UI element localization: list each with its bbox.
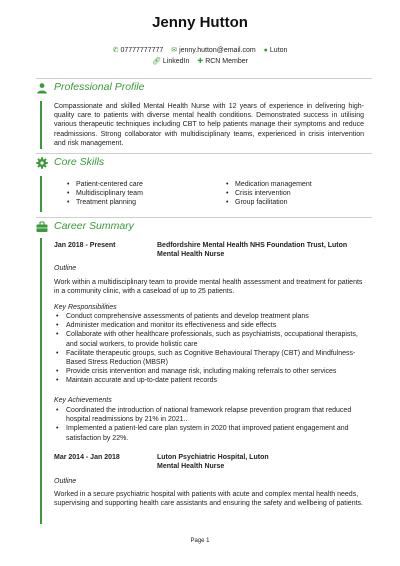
- job-dates: Mar 2014 - Jan 2018: [54, 454, 120, 461]
- outline-label: Outline: [54, 478, 77, 485]
- skills-list-right: [226, 180, 366, 208]
- responsibility-item: • Provide crisis intervention and manage risk, including making referrals to other services: [54, 367, 368, 376]
- section-title-skills: Core Skills: [54, 156, 105, 168]
- job-employer: Luton Psychiatric Hospital, Luton: [157, 454, 269, 461]
- achievement-item: • Coordinated the introduction of national framework relapse prevention program that reduced hospital readmissions by 21% in 2021..: [54, 406, 368, 424]
- location-contact: [264, 47, 288, 54]
- section-divider: [36, 78, 372, 79]
- job-employer-block: [157, 453, 372, 471]
- responsibility-item: • Conduct comprehensive assessments of patients and develop treatment plans: [54, 312, 368, 321]
- skill-item: • Medication management: [226, 180, 366, 189]
- candidate-name: Jenny Hutton: [152, 14, 248, 31]
- section-divider: [36, 217, 372, 218]
- section-title-profile: Professional Profile: [54, 81, 145, 93]
- email-contact[interactable]: [171, 46, 256, 54]
- job-role: Mental Health Nurse: [157, 251, 225, 259]
- section-accent-bar: [40, 238, 42, 524]
- responsibility-item: • Maintain accurate and up-to-date patient records: [54, 376, 368, 385]
- responsibilities-list: [54, 312, 368, 386]
- person-icon: [36, 82, 48, 94]
- responsibility-item: • Administer medication and monitor its effectiveness and side effects: [54, 321, 368, 330]
- profile-text: Compassionate and skilled Mental Health Nurse with 12 years of experience in delivering high-quality care to patients with diverse mental health conditions. Demonstrated success in utilising various therapeutic techniques including CBT to help patients manage their symptoms and reduce readmissions. Strong collaborator with multidisciplinary teams, experienced in crisis intervention and risk management.: [54, 103, 364, 147]
- gear-icon: [36, 157, 48, 169]
- skill-item: • Multidisciplinary team: [67, 189, 207, 198]
- responsibility-item: • Collaborate with other healthcare professionals, such as psychiatrists, occupational therapists, and social workers, to provide holistic care: [54, 330, 368, 348]
- job-employer: Bedfordshire Mental Health NHS Foundation Trust, Luton: [157, 242, 348, 249]
- email-text[interactable]: jenny.hutton@email.com: [179, 47, 256, 54]
- location-text: Luton: [269, 47, 288, 54]
- skill-item: • Patient-centered care: [67, 180, 207, 189]
- achievement-item: • Implemented a patient-led care plan system in 2020 that improved patient engagement and satisfaction by 22%.: [54, 424, 368, 442]
- phone-text: 07777777777: [120, 47, 164, 54]
- contact-line-2: [0, 57, 400, 65]
- link-icon: 🔗︎: [152, 58, 161, 65]
- skill-item: • Treatment planning: [67, 198, 207, 207]
- section-divider: [36, 153, 372, 154]
- job-employer-block: [157, 241, 372, 259]
- section-accent-bar: [40, 176, 42, 212]
- achievements-label: Key Achievements: [54, 397, 112, 404]
- job-outline: Worked in a secure psychiatric hospital with patients with acute and complex mental health needs, supervising and supporting health care assistants and ensuring the safety and wellbeing of patients.: [54, 491, 363, 508]
- page-number: Page 1: [190, 538, 210, 544]
- rcn-text: RCN Member: [205, 58, 248, 65]
- linkedin-text[interactable]: LinkedIn: [162, 58, 190, 65]
- job-dates: Jan 2018 - Present: [54, 242, 116, 249]
- phone-icon: ✆: [112, 47, 119, 54]
- skill-item: • Group facilitation: [226, 198, 366, 207]
- linkedin-contact[interactable]: [152, 57, 189, 65]
- section-accent-bar: [40, 101, 42, 149]
- skill-item: • Crisis intervention: [226, 189, 366, 198]
- job-outline: Work within a multidisciplinary team to provide mental health assessment and treatment for patients in a community clinic, with a caseload of up to 25 patients.: [54, 279, 363, 296]
- achievements-list: [54, 406, 368, 443]
- skills-list-left: [67, 180, 207, 208]
- phone-contact: [113, 46, 164, 54]
- job-role: Mental Health Nurse: [157, 463, 225, 471]
- plus-icon: ✚: [197, 58, 204, 65]
- contact-line-1: [0, 46, 400, 54]
- responsibilities-label: Key Responsibilities: [54, 304, 117, 311]
- section-title-career: Career Summary: [54, 220, 134, 232]
- responsibility-item: • Facilitate therapeutic groups, such as Cognitive Behavioural Therapy (CBT) and Mindfulness-Based Stress Reduction (MBSR): [54, 349, 368, 367]
- rcn-contact: [197, 57, 248, 65]
- email-icon: ✉: [171, 47, 178, 54]
- outline-label: Outline: [54, 265, 77, 272]
- globe-icon: ●: [263, 47, 268, 54]
- briefcase-icon: [36, 221, 48, 233]
